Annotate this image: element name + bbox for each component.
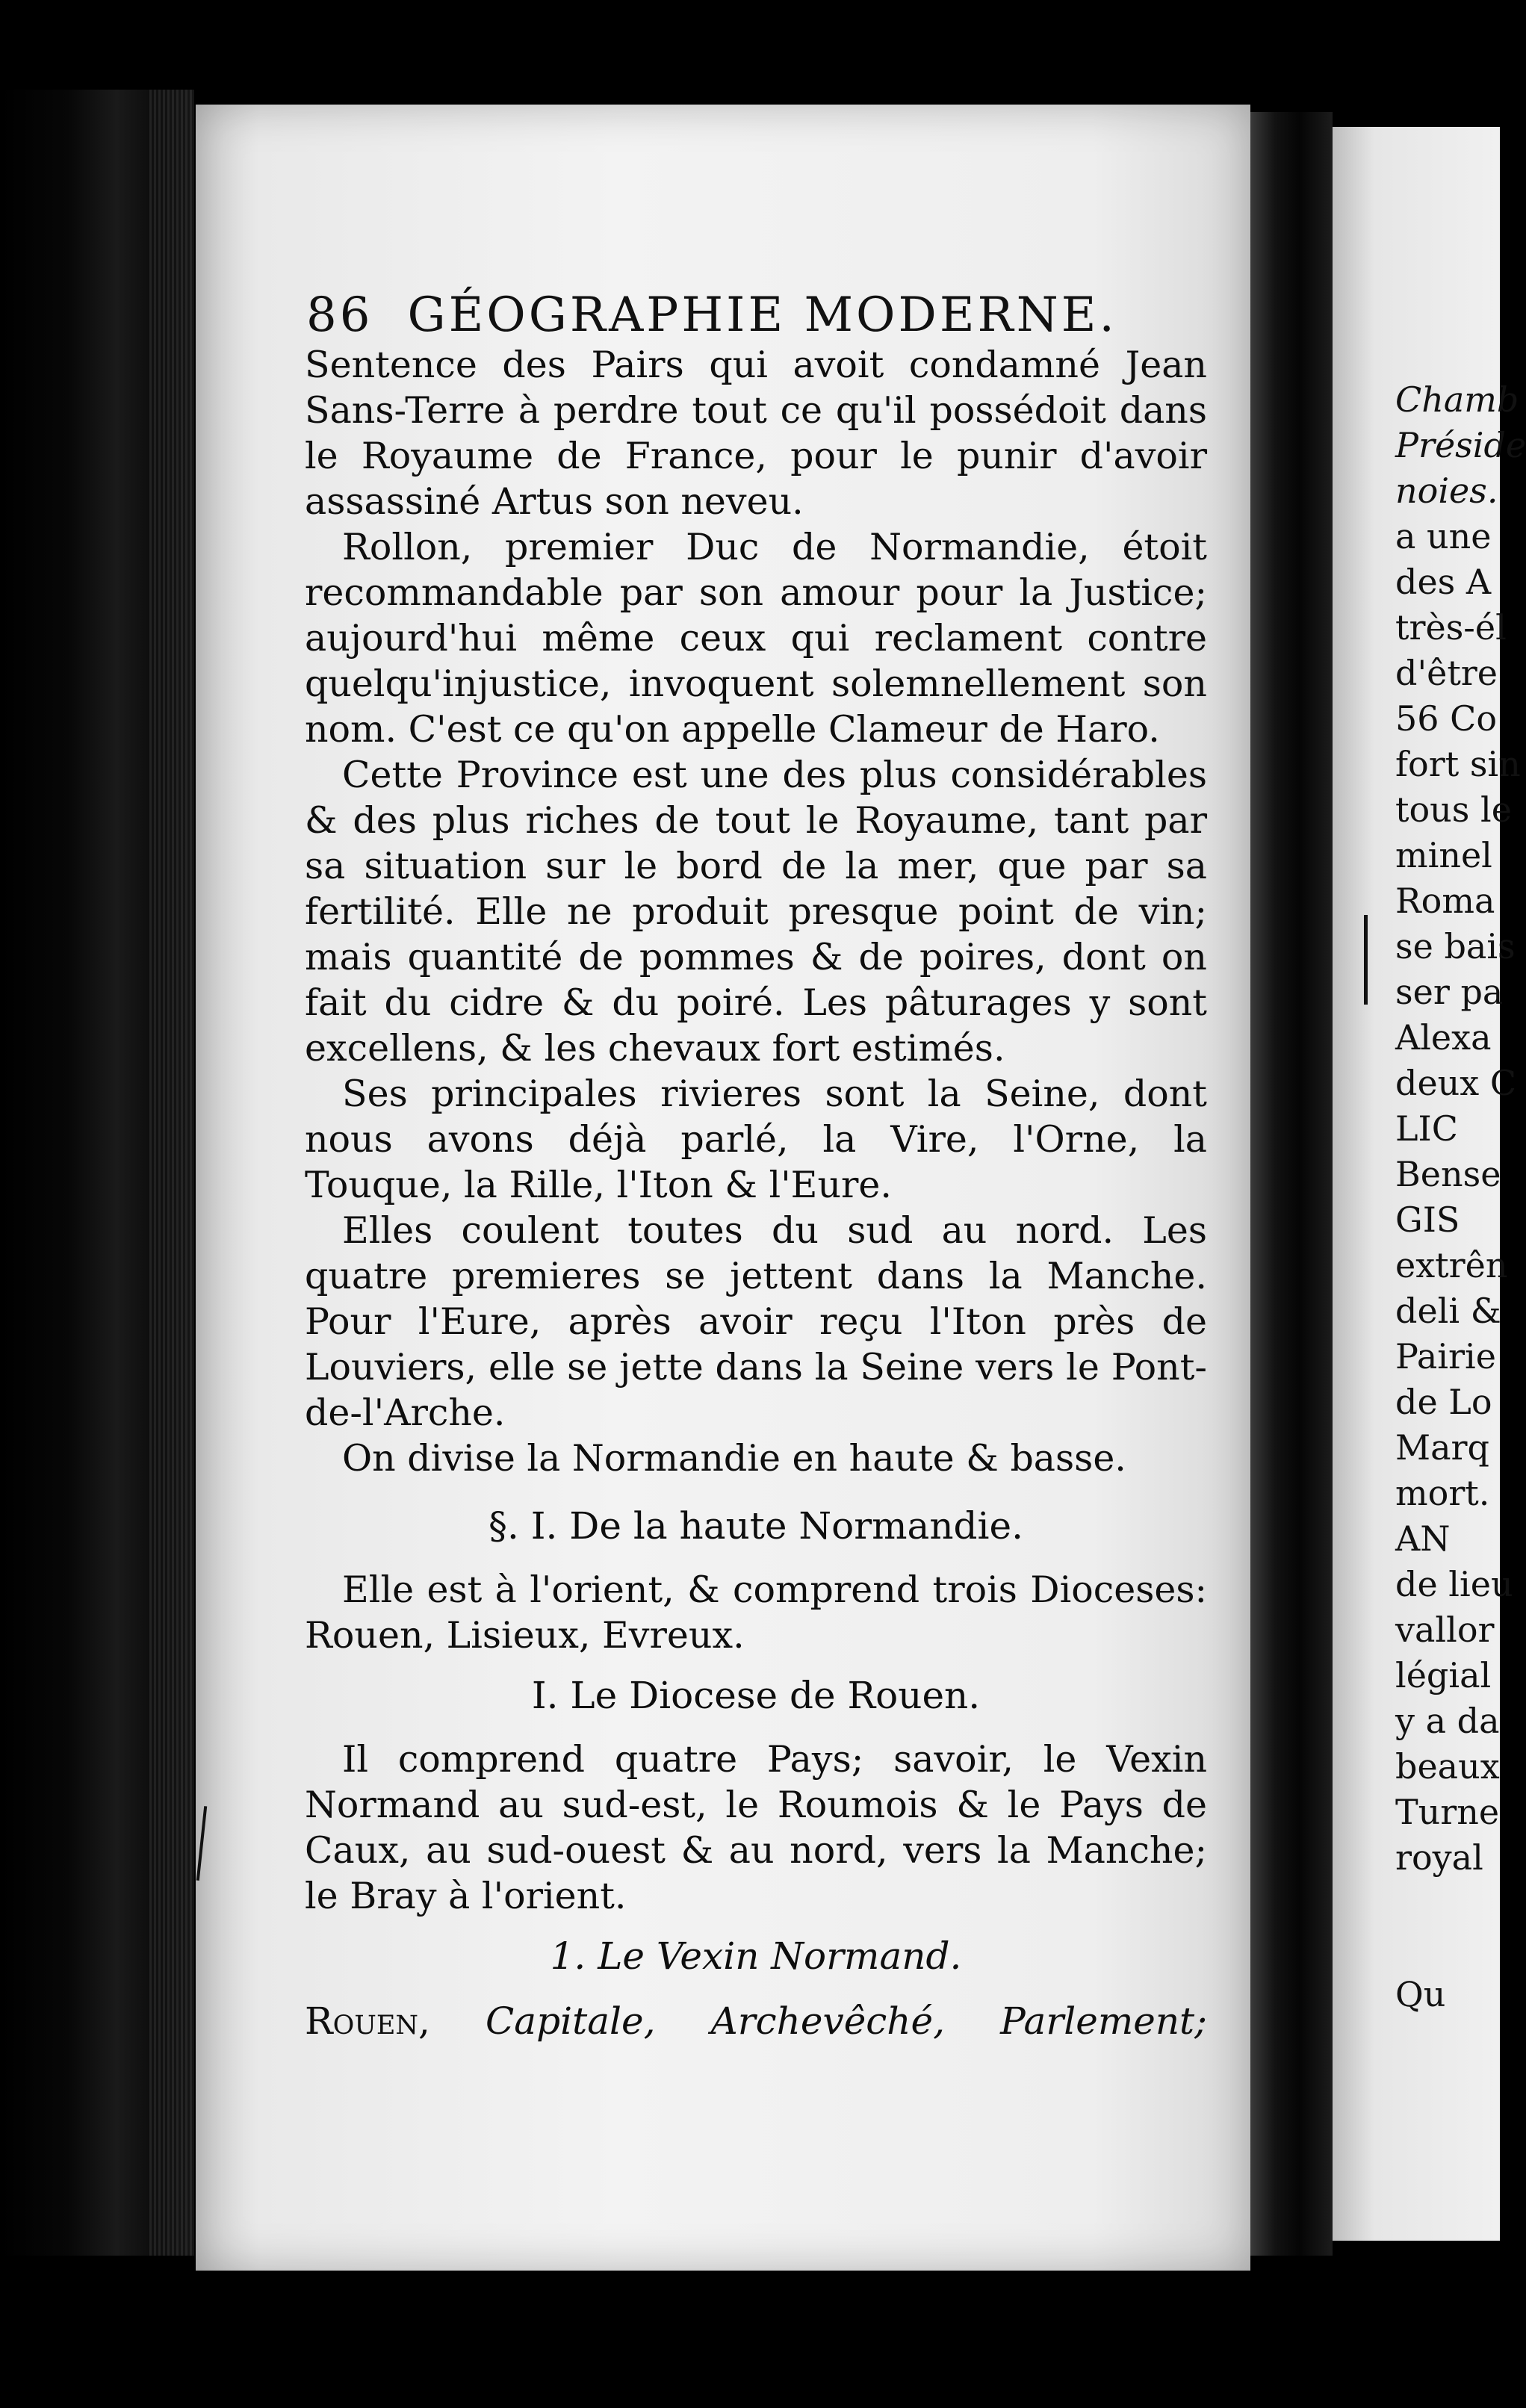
facing-page-line: LIC (1395, 1108, 1458, 1149)
page-number: 86 (306, 288, 373, 343)
paragraph-flow: Elles coulent toutes du sud au nord. Les quatre premieres se jettent dans la Manche. Pour l'Eure, après avoir reçu l'Iton près de Louviers, elle se jette dans la Seine vers le Pont-de-l'Arche. (305, 1209, 1207, 1434)
facing-page-line: de lieu (1395, 1564, 1513, 1604)
facing-page-line: des A (1395, 562, 1492, 602)
facing-page-line: d'être (1395, 653, 1498, 693)
paragraph-division: On divise la Normandie en haute & basse. (342, 1437, 1126, 1480)
facing-page-line: y a da (1395, 1701, 1500, 1741)
paragraph-province: Cette Province est une des plus considérables & des plus riches de tout le Royaume, tant par sa situation sur le bord de la mer, que par sa fertilité. Elle ne produit presque point de vin; mais quantité de pommes & de poires, dont on fait du cidre & du poiré. Les pâturages y sont excellens, & les chevaux fort estimés. (305, 754, 1207, 1070)
facing-page-line: Marq (1395, 1427, 1489, 1468)
facing-page-line (1395, 1926, 1515, 1972)
facing-page-line: de Lo (1395, 1382, 1492, 1422)
facing-page-line: noies. (1395, 471, 1498, 511)
facing-page-line: très-él (1395, 607, 1507, 648)
facing-page-line: Bense (1395, 1154, 1501, 1194)
facing-page-line: vallor (1395, 1610, 1495, 1650)
facing-page-line: Préside (1395, 425, 1526, 465)
section-heading: §. I. De la haute Normandie. (488, 1504, 1024, 1548)
facing-page-text (1395, 377, 1526, 2017)
paragraph-haute-normandie: Elle est à l'orient, & comprend trois Dioceses: Rouen, Lisieux, Evreux. (305, 1568, 1207, 1657)
paragraph-rollon: Rollon, premier Duc de Normandie, étoit recommandable par son amour pour la Justice; aujourd'hui même ceux qui reclament contre quelqu'injustice, invoquent solemnellement son nom. C'est ce qu'on appelle Clameur de Haro. (305, 526, 1207, 751)
facing-page-line: se bais (1395, 926, 1516, 966)
facing-page-line: royal (1395, 1837, 1483, 1878)
catchline-parlement: Parlement; (1000, 1999, 1207, 2043)
book-binding-edge (0, 90, 194, 2256)
facing-page-line: beaux (1395, 1746, 1500, 1787)
facing-page-line: Pairie (1395, 1336, 1496, 1377)
page-gutter (1250, 112, 1333, 2256)
facing-page-line (1395, 1881, 1515, 1926)
paragraph-rivers: Ses principales rivieres sont la Seine, dont nous avons déjà parlé, la Vire, l'Orne, la Touque, la Rille, l'Iton & l'Eure. (305, 1073, 1207, 1206)
facing-page-line: 56 Co (1395, 698, 1498, 739)
facing-page-line: deux C (1395, 1063, 1517, 1103)
facing-page-line: Roma (1395, 881, 1495, 921)
facing-page-line: Chamb (1395, 379, 1519, 420)
catchline (305, 1999, 1207, 2044)
paragraph-diocese: Il comprend quatre Pays; savoir, le Vexin Normand au sud-est, le Roumois & le Pays de Caux, au sud-ouest & au nord, vers la Manche; le Bray à l'orient. (305, 1738, 1207, 1917)
facing-page-line: minel (1395, 835, 1492, 875)
facing-page-line: fort sin (1395, 744, 1521, 784)
facing-page-line: Qu (1395, 1974, 1446, 2014)
facing-page-line: AN (1395, 1518, 1451, 1559)
running-head (306, 288, 1203, 347)
facing-page-line: a une (1395, 516, 1492, 556)
facing-page-line: tous le (1395, 789, 1512, 830)
paragraph-continuation: Sentence des Pairs qui avoit condamné Jean Sans-Terre à perdre tout ce qu'il possédoit dans le Royaume de France, pour le punir d'avoir assassiné Artus son neveu. (305, 344, 1207, 523)
facing-page-line: ser pa (1395, 972, 1504, 1012)
catchline-city: Rouen, (305, 1999, 430, 2043)
running-title: GÉOGRAPHIE MODERNE. (407, 288, 1117, 343)
catchline-capitale: Capitale, (486, 1999, 656, 2043)
facing-page-line: légial (1395, 1655, 1492, 1695)
facing-page-line: Turne (1395, 1792, 1500, 1832)
facing-page-line: extrên (1395, 1245, 1508, 1285)
margin-mark (1364, 915, 1368, 1005)
facing-page-line: deli & (1395, 1291, 1501, 1331)
facing-page-line: Alexa (1395, 1017, 1492, 1058)
diocese-heading: I. Le Diocese de Rouen. (531, 1674, 981, 1717)
facing-page-line: mort. (1395, 1473, 1490, 1513)
body-text (305, 342, 1207, 2044)
sub-heading: 1. Le Vexin Normand. (550, 1934, 962, 1978)
facing-page-line: GIS (1395, 1200, 1460, 1240)
catchline-archeveche: Archevêché, (710, 1999, 945, 2043)
